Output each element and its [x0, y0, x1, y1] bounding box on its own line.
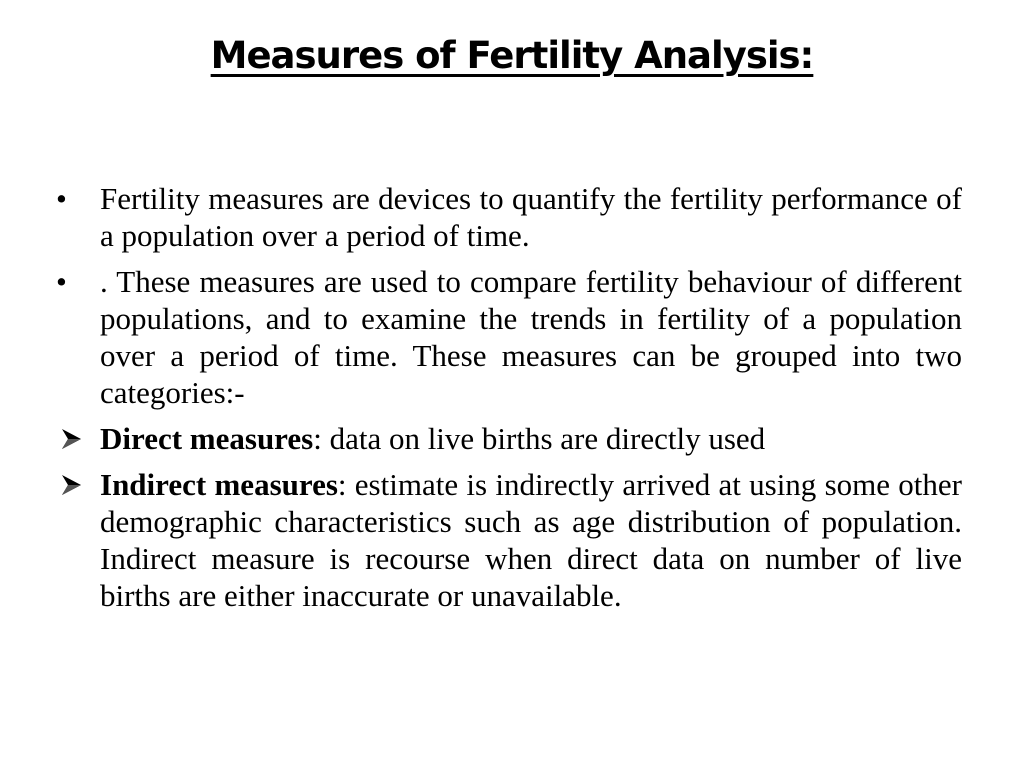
arrow-bullet-icon [60, 428, 82, 450]
arrow-bullet-icon [60, 474, 82, 496]
bullet-dot-icon: • [56, 264, 67, 299]
direct-measures-term: Direct measures [100, 421, 314, 456]
indirect-measures-term: Indirect measures [100, 467, 338, 502]
slide-title-text: Measures of Fertility Analysis: [210, 34, 814, 77]
slide-title [0, 26, 1024, 86]
bullet-dot-icon: • [56, 181, 67, 216]
bullet-text: Fertility measures are devices to quantify the fertility performance of a population over a period of time. [100, 181, 962, 253]
sub-bullet-item-direct [56, 420, 962, 457]
indirect-measures-text: : estimate is indirectly arrived at using some other demographic characteristics such as age distribution of population. Indirect measure is recourse when direct data on number of live births are either inaccurate or unavailable. [100, 467, 963, 613]
bullet-text: . These measures are used to compare fertility behaviour of different populations, and to examine the trends in fertility of a population over a period of time. These measures can be grouped into two categories:- [100, 264, 962, 410]
bullet-item [56, 263, 962, 411]
bullet-list [56, 180, 962, 623]
sub-bullet-item-indirect [56, 466, 962, 614]
bullet-item [56, 180, 962, 254]
direct-measures-text: : data on live births are directly used [313, 421, 766, 456]
